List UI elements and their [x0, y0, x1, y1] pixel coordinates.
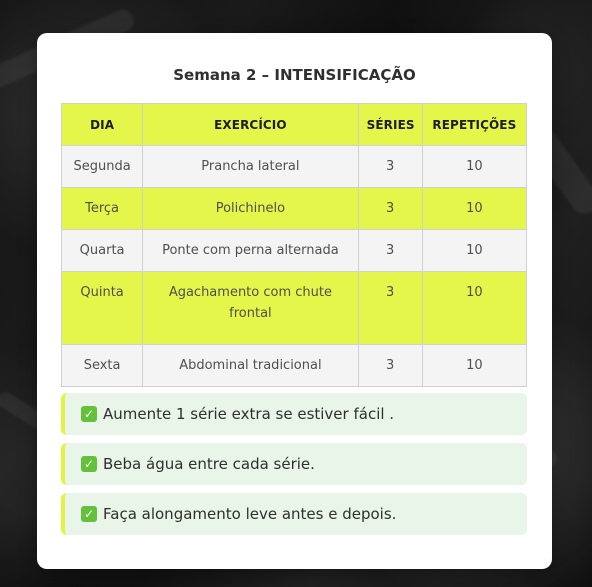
exercise-cell: Ponte com perna alternada [143, 230, 358, 272]
table-row [62, 146, 527, 188]
tips-list [61, 393, 527, 543]
sets-cell: 3 [358, 345, 422, 387]
exercise-cell: Agachamento com chute frontal [143, 272, 358, 345]
column-header-sets: SÉRIES [358, 104, 422, 146]
table-header [62, 104, 527, 146]
workout-card [37, 33, 552, 569]
check-icon: ✓ [81, 506, 97, 522]
table-header-row [62, 104, 527, 146]
day-cell: Segunda [62, 146, 143, 188]
reps-cell: 10 [422, 188, 526, 230]
workout-table [61, 103, 527, 387]
table-row [62, 230, 527, 272]
tip-item [61, 443, 527, 485]
sets-cell: 3 [358, 230, 422, 272]
tip-text: Faça alongamento leve antes e depois. [103, 505, 397, 523]
column-header-day: DIA [62, 104, 143, 146]
tip-text: Beba água entre cada série. [103, 455, 315, 473]
tip-item [61, 493, 527, 535]
tip-text: Aumente 1 série extra se estiver fácil . [103, 405, 395, 423]
reps-cell: 10 [422, 146, 526, 188]
exercise-cell: Polichinelo [143, 188, 358, 230]
sets-cell: 3 [358, 188, 422, 230]
day-cell: Terça [62, 188, 143, 230]
check-icon: ✓ [81, 456, 97, 472]
column-header-reps: REPETIÇÕES [422, 104, 526, 146]
tip-item [61, 393, 527, 435]
exercise-cell: Prancha lateral [143, 146, 358, 188]
column-header-exercise: EXERCÍCIO [143, 104, 358, 146]
reps-cell: 10 [422, 230, 526, 272]
reps-cell: 10 [422, 345, 526, 387]
sets-cell: 3 [358, 146, 422, 188]
table-row [62, 188, 527, 230]
day-cell: Quarta [62, 230, 143, 272]
reps-cell: 10 [422, 272, 526, 345]
table-row [62, 272, 527, 345]
day-cell: Sexta [62, 345, 143, 387]
sets-cell: 3 [358, 272, 422, 345]
exercise-cell: Abdominal tradicional [143, 345, 358, 387]
day-cell: Quinta [62, 272, 143, 345]
table-row [62, 345, 527, 387]
page-title: Semana 2 – INTENSIFICAÇÃO [173, 66, 416, 84]
check-icon: ✓ [81, 406, 97, 422]
